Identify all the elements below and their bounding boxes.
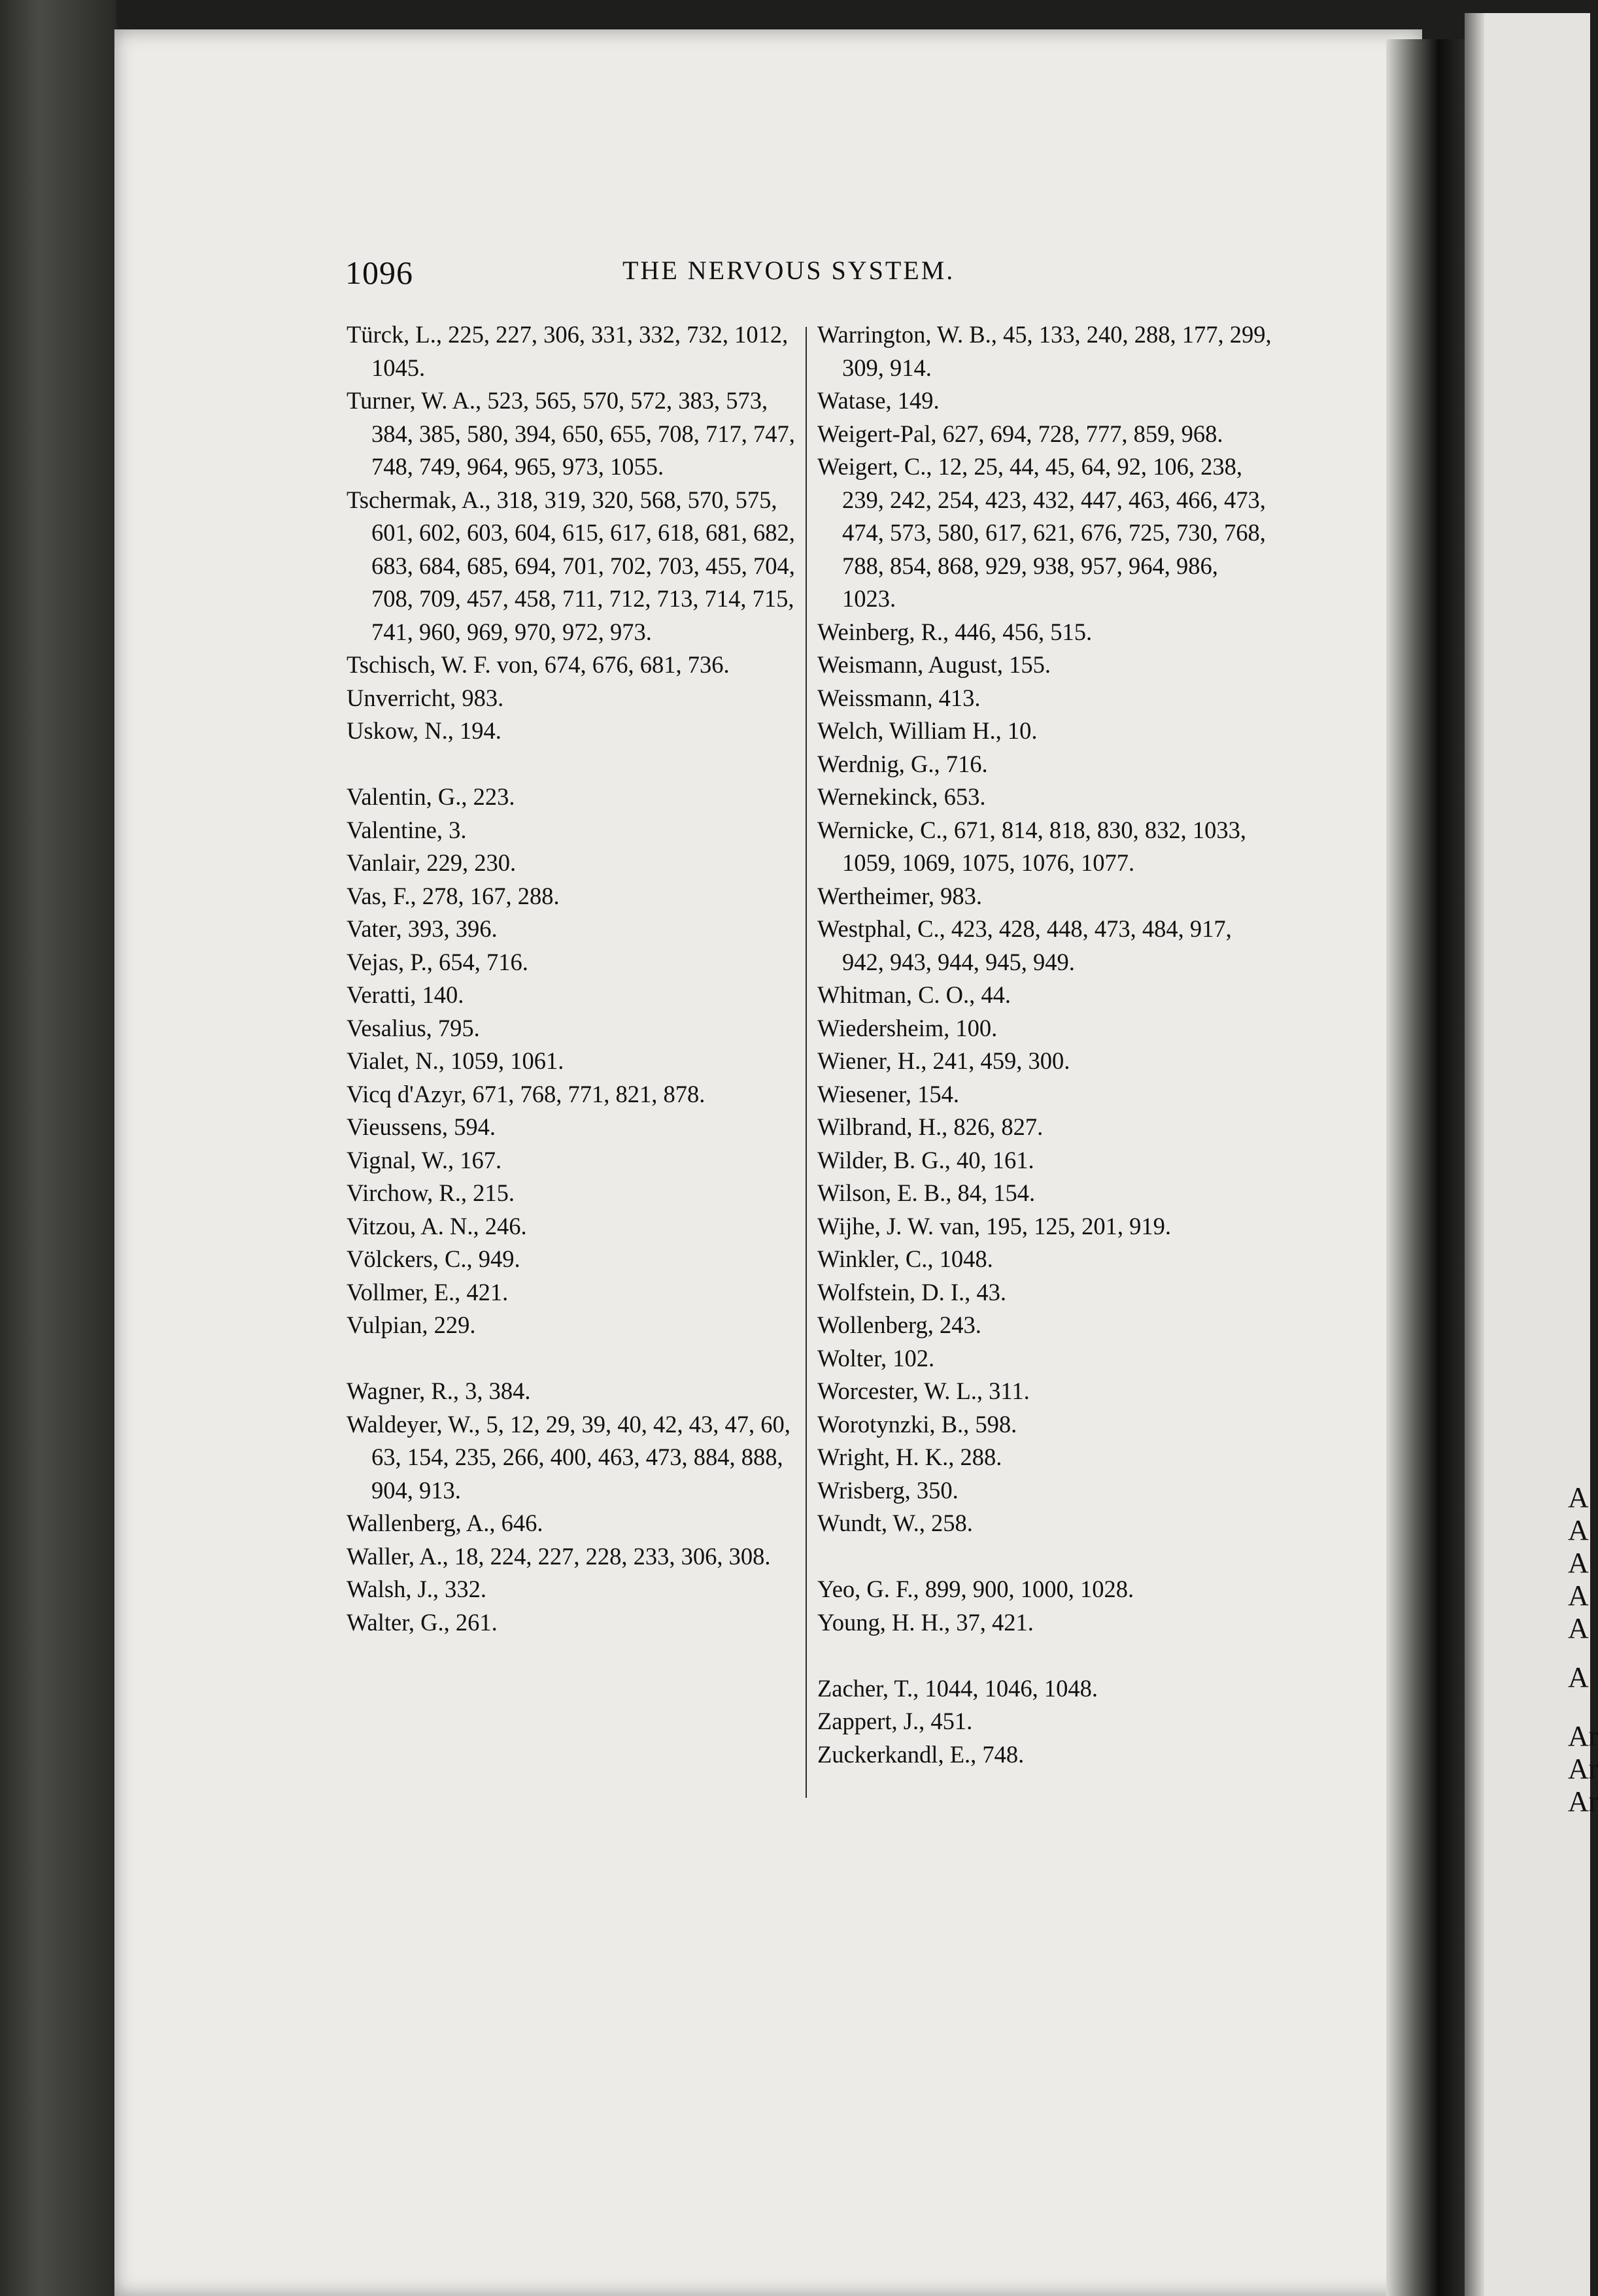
facing-page-fragment: A: [1568, 1612, 1589, 1644]
index-entry: Wernekinck, 653.: [817, 783, 986, 810]
index-entry: Vanlair, 229, 230.: [347, 849, 517, 876]
index-entry: Tschisch, W. F. von, 674, 676, 681, 736.: [347, 651, 730, 678]
index-column-right: [817, 318, 1275, 1771]
index-entry: Wiesener, 154.: [817, 1080, 960, 1107]
index-entry: Vignal, W., 167.: [347, 1146, 502, 1173]
index-entry: Wrisberg, 350.: [817, 1476, 959, 1504]
index-entry: Veratti, 140.: [347, 981, 464, 1008]
index-entry: Whitman, C. O., 44.: [817, 981, 1012, 1008]
index-entry: Vialet, N., 1059, 1061.: [347, 1047, 564, 1074]
index-entry: Weigert, C., 12, 25, 44, 45, 64, 92, 106, 238, 239, 242, 254, 423, 432, 447, 463, 466, 473, 474, 573, 580, 617, 621, 676, 725, 730, 768, 788, 854, 868, 929, 938, 957, 964, 986, 1023.: [817, 453, 1266, 612]
index-entry: Vollmer, E., 421.: [347, 1278, 509, 1306]
running-title: THE NERVOUS SYSTEM.: [622, 256, 955, 285]
index-entry: Unverricht, 983.: [347, 684, 504, 711]
index-entry: Wertheimer, 983.: [817, 882, 983, 909]
index-entry: Vieussens, 594.: [347, 1113, 496, 1140]
index-entry: Turner, W. A., 523, 565, 570, 572, 383, 573, 384, 385, 580, 394, 650, 655, 708, 717, 747, 748, 749, 964, 965, 973, 1055.: [347, 387, 795, 480]
index-entry: Vas, F., 278, 167, 288.: [347, 882, 560, 909]
index-entry: Vicq d'Azyr, 671, 768, 771, 821, 878.: [347, 1080, 706, 1107]
index-entry: Wollenberg, 243.: [817, 1311, 981, 1338]
index-entry: Weissmann, 413.: [817, 684, 981, 711]
index-entry: Vitzou, A. N., 246.: [347, 1212, 527, 1240]
index-entry: Wilder, B. G., 40, 161.: [817, 1146, 1034, 1173]
index-entry: Watase, 149.: [817, 387, 940, 414]
index-column-left: [347, 318, 798, 1639]
index-entry: Wilson, E. B., 84, 154.: [817, 1179, 1036, 1206]
facing-page-fragment: Ar: [1568, 1720, 1598, 1752]
index-entry: Wiener, H., 241, 459, 300.: [817, 1047, 1070, 1074]
index-entry: Virchow, R., 215.: [347, 1179, 515, 1206]
index-entry: Welch, William H., 10.: [817, 717, 1038, 744]
index-entry: Zuckerkandl, E., 748.: [817, 1740, 1025, 1768]
index-entry: Weinberg, R., 446, 456, 515.: [817, 618, 1093, 645]
index-entry: Vejas, P., 654, 716.: [347, 948, 528, 975]
index-entry: Wallenberg, A., 646.: [347, 1510, 543, 1536]
column-divider: [806, 327, 807, 1798]
index-entry: Werdnig, G., 716.: [817, 750, 988, 777]
facing-page: [1465, 13, 1590, 2296]
index-entry: Uskow, N., 194.: [347, 717, 502, 744]
index-entry: Winkler, C., 1048.: [817, 1245, 993, 1272]
facing-page-fragment: A: [1568, 1547, 1589, 1579]
page-number: 1096: [345, 254, 413, 291]
facing-page-fragment: A: [1568, 1661, 1589, 1693]
index-entry: Weismann, August, 155.: [817, 651, 1051, 678]
section-gap: [347, 1342, 798, 1376]
index-entry: Wagner, R., 3, 384.: [347, 1377, 531, 1404]
index-entry: Wundt, W., 258.: [817, 1510, 973, 1536]
section-gap: [817, 1639, 1275, 1672]
index-entry: Wright, H. K., 288.: [817, 1443, 1002, 1470]
facing-page-fragment: Ar: [1568, 1785, 1598, 1817]
index-entry: Wolter, 102.: [817, 1344, 935, 1372]
index-entry: Vulpian, 229.: [347, 1311, 476, 1338]
index-entry: Wilbrand, H., 826, 827.: [817, 1113, 1044, 1140]
index-entry: Walter, G., 261.: [347, 1608, 498, 1636]
index-entry: Wiedersheim, 100.: [817, 1014, 998, 1041]
index-entry: Worcester, W. L., 311.: [817, 1377, 1030, 1404]
index-entry: Worotynzki, B., 598.: [817, 1410, 1017, 1438]
index-entry: Wernicke, C., 671, 814, 818, 830, 832, 1033, 1059, 1069, 1075, 1076, 1077.: [817, 816, 1247, 876]
index-entry: Westphal, C., 423, 428, 448, 473, 484, 917, 942, 943, 944, 945, 949.: [817, 915, 1232, 975]
index-entry: Vater, 393, 396.: [347, 915, 498, 942]
index-entry: Valentine, 3.: [347, 816, 467, 843]
index-entry: Vesalius, 795.: [347, 1014, 480, 1041]
index-entry: Walsh, J., 332.: [347, 1576, 487, 1602]
facing-page-fragment: A: [1568, 1514, 1589, 1546]
index-entry: Wolfstein, D. I., 43.: [817, 1278, 1007, 1306]
section-gap: [817, 1540, 1275, 1574]
facing-page-fragment: Ar: [1568, 1753, 1598, 1785]
facing-page-fragment: A: [1568, 1481, 1589, 1513]
index-entry: Waller, A., 18, 224, 227, 228, 233, 306, 308.: [347, 1542, 771, 1570]
index-entry: Warrington, W. B., 45, 133, 240, 288, 177, 299, 309, 914.: [817, 321, 1272, 381]
index-entry: Türck, L., 225, 227, 306, 331, 332, 732, 1012, 1045.: [347, 321, 789, 381]
index-entry: Waldeyer, W., 5, 12, 29, 39, 40, 42, 43, 47, 60, 63, 154, 235, 266, 400, 463, 473, 884, 888, 904, 913.: [347, 1410, 790, 1504]
book-gutter: [1386, 39, 1465, 2296]
facing-page-fragment: A: [1568, 1579, 1589, 1612]
index-entry: Zacher, T., 1044, 1046, 1048.: [817, 1674, 1098, 1702]
section-gap: [347, 748, 798, 781]
index-entry: Zappert, J., 451.: [817, 1708, 973, 1734]
index-entry: Yeo, G. F., 899, 900, 1000, 1028.: [817, 1576, 1134, 1602]
index-entry: Young, H. H., 37, 421.: [817, 1608, 1034, 1636]
index-entry: Tschermak, A., 318, 319, 320, 568, 570, 575, 601, 602, 603, 604, 615, 617, 618, 681, 682, 683, 684, 685, 694, 701, 702, 703, 455, 704, 708, 709, 457, 458, 711, 712, 713, 714, 715, 741, 960, 969, 970, 972, 973.: [347, 486, 795, 645]
index-entry: Weigert-Pal, 627, 694, 728, 777, 859, 968.: [817, 420, 1223, 447]
index-entry: Wijhe, J. W. van, 195, 125, 201, 919.: [817, 1212, 1171, 1240]
index-entry: Valentin, G., 223.: [347, 783, 515, 810]
index-entry: Völckers, C., 949.: [347, 1245, 520, 1272]
